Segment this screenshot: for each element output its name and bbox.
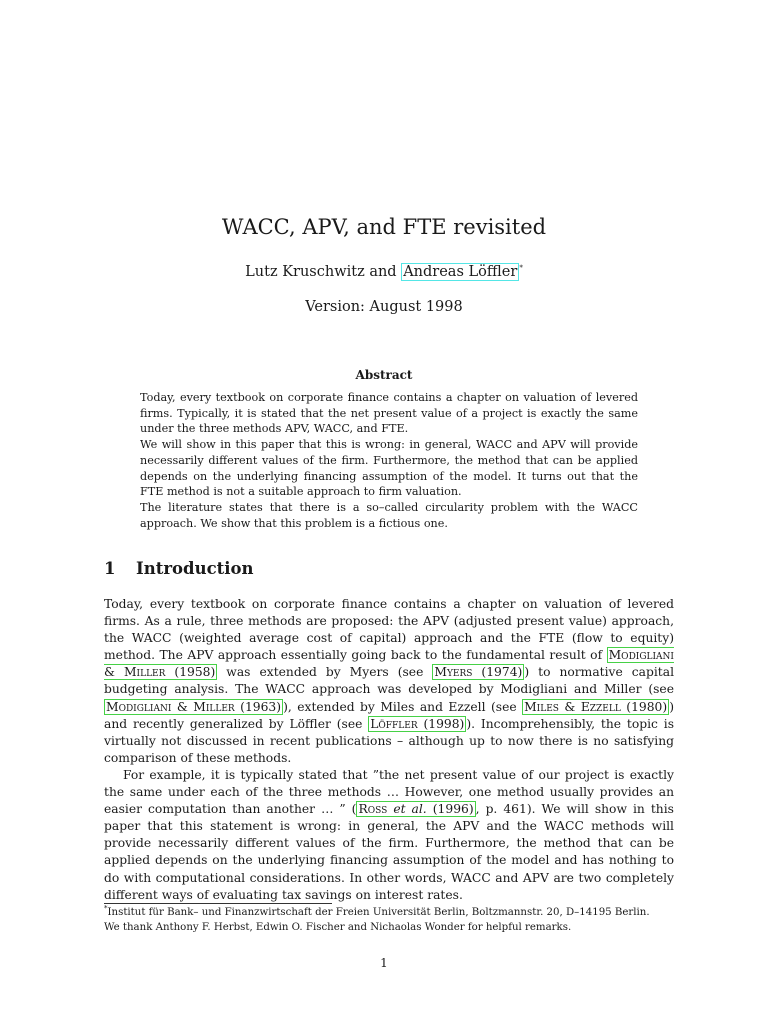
intro-text: ) and recently generalized by Löffler (see <box>104 699 674 731</box>
intro-text: ), extended by Miles and Ezzell (see <box>283 699 523 714</box>
citation-etal: et al. <box>393 802 427 817</box>
abstract-paragraph-1: Today, every textbook on corporate finance contains a chapter on valuation of levered firms. Typically, it is stated that the net present value of a project is exactly the same under the three methods APV, WACC, and FTE. <box>140 391 638 436</box>
footnote-affiliation: Institut für Bank– und Finanzwirtschaft der Freien Universität Berlin, Boltzmannstr. 20, D–14195 Berlin. <box>107 907 650 918</box>
intro-paragraph-1 <box>104 596 674 767</box>
section-number: 1 <box>104 559 116 578</box>
intro-text: ) to normative capital budgeting analysis. The WACC approach was developed by Modigliani and Miller (see <box>104 665 675 697</box>
author-footnote-mark[interactable]: * <box>519 264 523 273</box>
footnote-line-1 <box>104 906 674 921</box>
footnote <box>104 906 674 935</box>
paper-title: WACC, APV, and FTE revisited <box>221 215 547 239</box>
abstract-body <box>140 390 638 531</box>
author-line <box>0 262 768 282</box>
intro-text: ). Incomprehensibly, the topic is virtually not discussed in recent publications – although up to now there is no satisfying comparison of these methods. <box>104 716 675 765</box>
section-heading-introduction <box>104 558 254 580</box>
footnote-mark: * <box>104 904 108 913</box>
citation-author: Ross <box>358 802 394 817</box>
citation-modigliani-miller-1958[interactable]: Modigliani & Miller (1958) <box>104 648 674 680</box>
intro-text: , p. 461). We will show in this paper that this statement is wrong: in general, the APV and the WACC methods will provide necessarily different values of the firm. Furthermore, the method that can be applied depends on the underlying financing assumption of the model and has nothing to do with computational considerations. In other words, WACC and APV are two completely different ways of evaluating tax savings on interest rates. <box>104 802 674 902</box>
abstract-paragraph-3: The literature states that there is a so–called circularity problem with the WACC approach. We show that this problem is a fictious one. <box>140 500 638 530</box>
citation-miles-ezzell-1980[interactable]: Miles & Ezzell (1980) <box>524 699 668 714</box>
citation-modigliani-miller-1963[interactable]: Modigliani & Miller (1963) <box>106 699 282 714</box>
page-number: 1 <box>380 956 388 970</box>
footnote-line-2: We thank Anthony F. Herbst, Edwin O. Fischer and Nichaolas Wonder for helpful remarks. <box>104 921 572 933</box>
intro-text: was extended by Myers (see <box>217 665 433 680</box>
footnote-rule <box>104 903 332 904</box>
section-title: Introduction <box>136 559 254 578</box>
intro-text: Today, every textbook on corporate finance contains a chapter on valuation of levered firms. As a rule, three methods are proposed: the APV (adjusted present value) approach, the WACC (weighted average cost of capital) approach and the FTE (flow to equity) method. The APV approach essentially going back to the fundamental result of <box>104 597 674 663</box>
author-kruschwitz: Lutz Kruschwitz <box>245 264 365 280</box>
author-joiner: and <box>364 264 402 280</box>
citation-loeffler-1998[interactable]: Löffler (1998) <box>370 716 465 731</box>
author-loeffler-link[interactable]: Andreas Löffler <box>403 264 518 280</box>
abstract-paragraph-2: We will show in this paper that this is wrong: in general, WACC and APV will provide necessarily different values of the firm. Furthermore, the method that can be applied depends on the underlying financing assumption of the model. It turns out that the FTE method is not a suitable approach to firm valuation. <box>140 438 638 499</box>
version-line: Version: August 1998 <box>305 299 463 315</box>
citation-year: (1996) <box>426 802 474 817</box>
intro-paragraph-2 <box>104 767 674 904</box>
intro-text: For example, it is typically stated that ”the net present value of our project is exactly the same under each of the three methods … However, one method usually provides an easier computation than another … ” ( <box>104 767 674 817</box>
abstract-heading: Abstract <box>355 368 413 382</box>
citation-ross-1996[interactable] <box>356 801 475 817</box>
citation-myers-1974[interactable]: Myers (1974) <box>434 665 523 680</box>
introduction-body <box>104 596 674 904</box>
